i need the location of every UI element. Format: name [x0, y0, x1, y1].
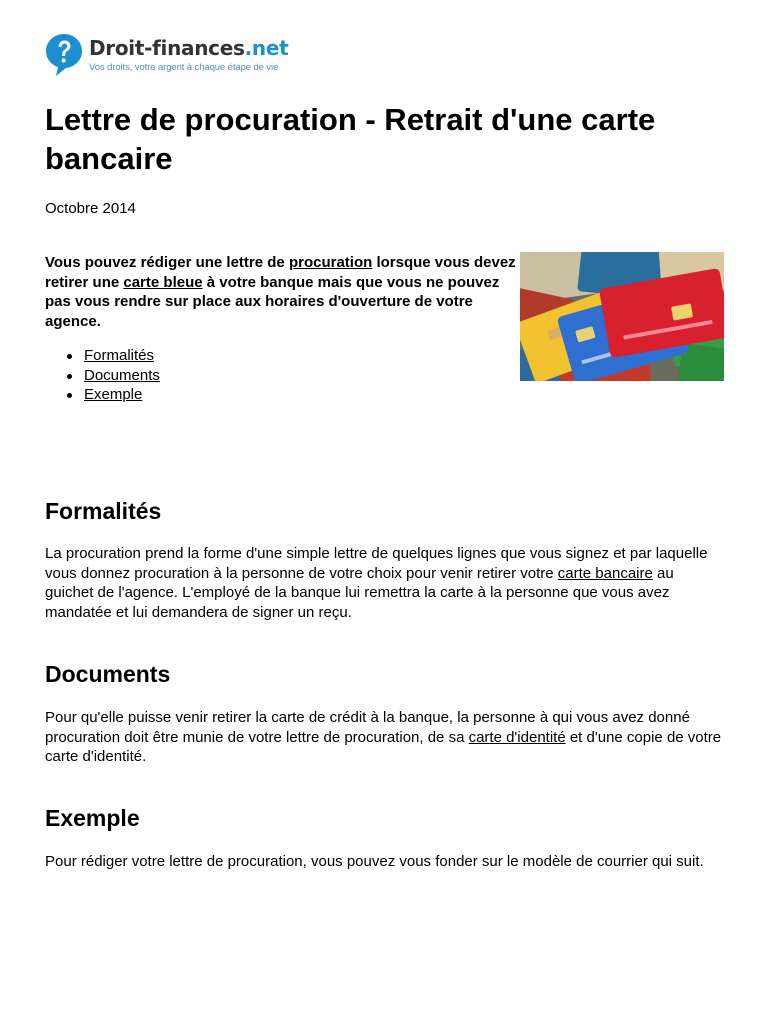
intro-text-3: à votre banque mais que vous ne pouvez pas vous rendre sur place aux horaires d'ouverture de votre agence. [45, 273, 500, 331]
toc-link-documents[interactable]: Documents [84, 366, 160, 384]
intro-text-2: lorsque vous devez retirer une [45, 254, 516, 291]
procuration-link[interactable]: procuration [288, 254, 373, 271]
toc-item [45, 346, 160, 366]
question-bubble-logo-icon [45, 33, 83, 77]
documents-text-1: Pour qu'elle puisse venir retirer la carte de crédit à la banque, la personne à qui vous avez donné procuration doit être munie de votre lettre de procuration, de sa [45, 709, 690, 746]
documents-text-2: et d'une copie de votre carte d'identité. [45, 728, 722, 766]
carte-bleue-link[interactable]: carte bleue [123, 273, 203, 291]
formalites-text-2: au guichet de l'agence. L'employé de la banque lui remettra la carte à la personne que vous avez mandatée et lui demandera de signer un reçu. [45, 564, 674, 622]
toc-link-exemple[interactable]: Exemple [84, 386, 143, 404]
documents-paragraph [45, 708, 725, 767]
table-of-contents [45, 346, 160, 405]
section-heading-formalites: Formalités [45, 498, 162, 524]
exemple-paragraph: Pour rédiger votre lettre de procuration, vous pouvez vous fonder sur le modèle de courrier qui suit. [45, 853, 704, 870]
brand-name [89, 35, 288, 61]
formalites-paragraph [45, 544, 725, 623]
intro-paragraph [45, 253, 517, 332]
page-title: Lettre de procuration - Retrait d'une carte bancaire [45, 102, 656, 176]
section-heading-documents: Documents [45, 661, 171, 687]
bank-cards-photo [520, 252, 724, 381]
publication-date: Octobre 2014 [45, 200, 136, 217]
formalites-text-1: La procuration prend la forme d'une simple lettre de quelques lignes que vous signez et par laquelle vous donnez procuration à la personne de votre choix pour venir retirer votre [45, 545, 708, 582]
toc-item [45, 366, 160, 386]
brand-name-tld: .net [244, 36, 289, 60]
brand-name-main: Droit-finances [89, 36, 245, 60]
intro-text-1: Vous pouvez rédiger une lettre de [45, 254, 289, 271]
toc-link-formalites[interactable]: Formalités [84, 347, 155, 364]
carte-identite-link[interactable]: carte d'identité [468, 728, 566, 746]
section-heading-exemple: Exemple [45, 805, 140, 831]
toc-item [45, 385, 160, 405]
brand-tagline: Vos droits, votre argent à chaque étape de vie [89, 62, 279, 73]
bank-cards-image [520, 252, 724, 381]
carte-bancaire-link[interactable]: carte bancaire [557, 564, 653, 582]
site-logo[interactable] [45, 33, 305, 79]
